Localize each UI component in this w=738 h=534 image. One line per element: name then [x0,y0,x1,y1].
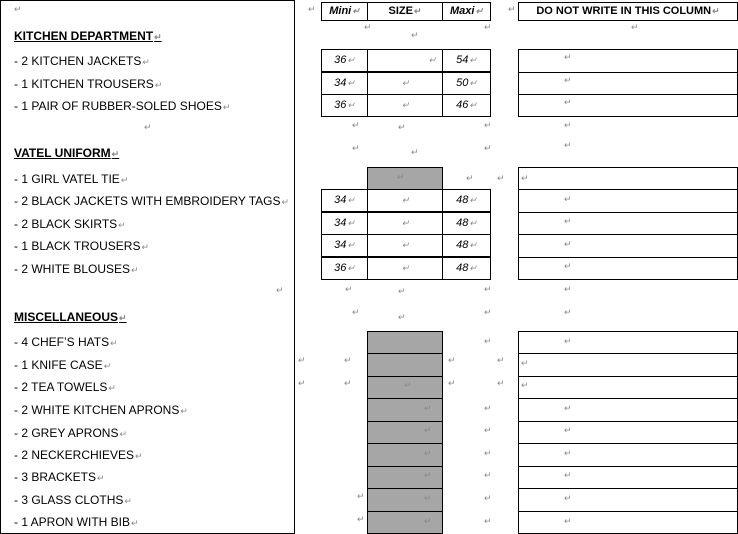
size-maxi-cell[interactable]: 46↵ [442,94,491,117]
cell-mark: ↵ [484,470,492,480]
cell-mark: ↵ [564,336,572,346]
size-input-cell[interactable]: ↵ [367,212,443,235]
size-maxi-cell[interactable]: 50↵ [442,72,491,95]
cell-mark: ↵ [521,358,529,368]
cell-mark: ↵ [352,307,360,317]
cell-mark: ↵ [424,448,432,458]
cell-mark: ↵ [484,120,492,130]
size-maxi-cell[interactable]: 48↵ [442,234,491,257]
cell-mark: ↵ [298,355,306,365]
list-item: - 1 PAIR OF RUBBER-SOLED SHOES↵ [14,99,231,113]
section-title-vatel: VATEL UNIFORM↵ [14,146,120,160]
list-item: - 2 GREY APRONS↵ [14,426,128,440]
cell-mark: ↵ [411,147,419,157]
cell-mark: ↵ [521,380,529,390]
cell-mark: ↵ [411,30,419,40]
cell-mark: ↵ [564,75,572,85]
size-mini-cell[interactable]: 36↵ [321,257,368,280]
list-item: - 2 WHITE KITCHEN APRONS↵ [14,403,188,417]
cell-mark: ↵ [344,378,352,388]
cell-mark: ↵ [484,493,492,503]
cell-mark: ↵ [564,239,572,249]
cell-mark: ↵ [484,22,492,32]
office-use-cell [518,421,738,444]
cell-mark: ↵ [298,378,306,388]
size-input-cell[interactable]: ↵ [367,189,443,212]
grey-divider [367,466,443,467]
cell-mark: ↵ [484,425,492,435]
cell-mark: ↵ [564,307,572,317]
size-input-cell[interactable]: ↵ [367,234,443,257]
cell-mark: ↵ [484,403,492,413]
office-use-cell [518,511,738,534]
paragraph-mark: ↵ [14,4,22,14]
cell-mark: ↵ [564,425,572,435]
cell-mark: ↵ [497,355,505,365]
cell-mark: ↵ [397,172,405,182]
cell-mark: ↵ [398,122,406,132]
grey-divider [367,511,443,512]
office-use-cell [518,212,738,235]
size-maxi-cell[interactable]: 54↵ [442,49,491,72]
office-use-cell [518,49,738,73]
list-item: - 2 WHITE BLOUSES↵ [14,262,139,276]
list-item: - 2 NECKERCHIEVES↵ [14,448,143,462]
header-mini: Mini↵ [321,2,368,21]
cell-mark: ↵ [364,22,372,32]
size-mini-cell[interactable]: 34↵ [321,189,368,212]
cell-mark: ↵ [564,52,572,62]
office-use-cell [518,443,738,467]
office-use-cell [518,234,738,258]
cell-mark: ↵ [484,448,492,458]
office-use-cell [518,488,738,512]
section-title-misc: MISCELLANEOUS↵ [14,310,127,324]
office-use-cell [518,72,738,95]
office-use-cell [518,331,738,354]
cell-mark: ↵ [564,216,572,226]
cell-mark: ↵ [424,470,432,480]
cell-mark: ↵ [484,336,492,346]
grey-divider [367,398,443,399]
header-do-not-write: DO NOT WRITE IN THIS COLUMN↵ [518,2,738,21]
cell-mark: ↵ [564,284,572,294]
list-item: - 4 CHEF’S HATS↵ [14,335,118,349]
office-use-cell [518,189,738,213]
cell-mark: ↵ [466,173,474,183]
cell-mark: ↵ [497,378,505,388]
cell-mark: ↵ [564,140,572,150]
size-maxi-cell[interactable]: 48↵ [442,257,491,280]
paragraph-mark: ↵ [144,122,152,132]
list-item: - 1 KNIFE CASE↵ [14,358,112,372]
cell-mark: ↵ [521,173,529,183]
office-use-cell [518,466,738,489]
paragraph-mark: ↵ [276,285,284,295]
list-item: - 1 KITCHEN TROUSERS↵ [14,77,163,91]
cell-mark: ↵ [448,378,456,388]
office-use-cell [518,167,738,190]
cell-mark: ↵ [424,425,432,435]
cell-mark: ↵ [564,97,572,107]
cell-mark: ↵ [345,284,353,294]
cell-mark: ↵ [564,493,572,503]
list-item: - 2 TEA TOWELS↵ [14,380,116,394]
section-title-kitchen: KITCHEN DEPARTMENT↵ [14,29,162,43]
office-use-cell [518,353,738,377]
cell-mark: ↵ [424,516,432,526]
size-mini-cell[interactable]: 34↵ [321,212,368,235]
cell-mark: ↵ [564,261,572,271]
cell-mark: ↵ [424,403,432,413]
cell-mark: ↵ [484,284,492,294]
cell-mark: ↵ [424,493,432,503]
size-maxi-cell[interactable]: 48↵ [442,212,491,235]
cell-mark: ↵ [564,403,572,413]
header-maxi: Maxi↵ [442,2,491,21]
list-item: - 1 APRON WITH BIB↵ [14,515,139,529]
office-use-cell [518,257,738,280]
list-item: - 1 GIRL VATEL TIE↵ [14,172,129,186]
list-item: - 2 KITCHEN JACKETS↵ [14,54,150,68]
header-size: SIZE↵ [367,2,443,21]
size-maxi-cell[interactable]: 48↵ [442,189,491,212]
list-item: - 3 GLASS CLOTHS↵ [14,493,132,507]
size-input-cell[interactable]: ↵ [367,49,443,72]
office-use-cell [518,376,738,399]
size-mini-cell[interactable]: 36↵ [321,49,368,72]
cell-mark: ↵ [564,120,572,130]
cell-mark: ↵ [564,448,572,458]
cell-mark: ↵ [357,514,365,524]
cell-mark: ↵ [564,194,572,204]
cell-mark: ↵ [352,143,360,153]
grey-divider [367,488,443,489]
cell-mark: ↵ [448,355,456,365]
grey-divider [367,443,443,444]
disabled-size-cell [367,167,443,190]
size-mini-cell[interactable]: 36↵ [321,94,368,117]
office-use-cell [518,398,738,422]
size-input-cell[interactable]: ↵ [367,72,443,95]
cell-mark: ↵ [564,470,572,480]
cell-mark: ↵ [484,307,492,317]
cell-mark: ↵ [352,120,360,130]
cell-mark: ↵ [631,22,639,32]
grey-divider [367,353,443,354]
size-input-cell[interactable]: ↵ [367,257,443,280]
cell-mark: ↵ [344,355,352,365]
office-use-cell [518,94,738,117]
size-mini-cell[interactable]: 34↵ [321,72,368,95]
grey-divider [367,376,443,377]
cell-mark: ↵ [508,4,516,14]
size-mini-cell[interactable]: 34↵ [321,234,368,257]
cell-mark: ↵ [308,4,316,14]
disabled-size-column [367,331,443,534]
cell-mark: ↵ [484,516,492,526]
cell-mark: ↵ [484,143,492,153]
cell-mark: ↵ [497,173,505,183]
list-item: - 2 BLACK SKIRTS↵ [14,217,126,231]
cell-mark: ↵ [398,286,406,296]
list-item: - 1 BLACK TROUSERS↵ [14,239,150,253]
cell-mark: ↵ [398,312,406,322]
cell-mark: ↵ [357,491,365,501]
cell-mark: ↵ [404,380,412,390]
cell-mark: ↵ [564,516,572,526]
list-item: - 3 BRACKETS↵ [14,470,105,484]
list-item: - 2 BLACK JACKETS WITH EMBROIDERY TAGS↵ [14,194,290,208]
size-input-cell[interactable]: ↵ [367,94,443,117]
grey-divider [367,421,443,422]
